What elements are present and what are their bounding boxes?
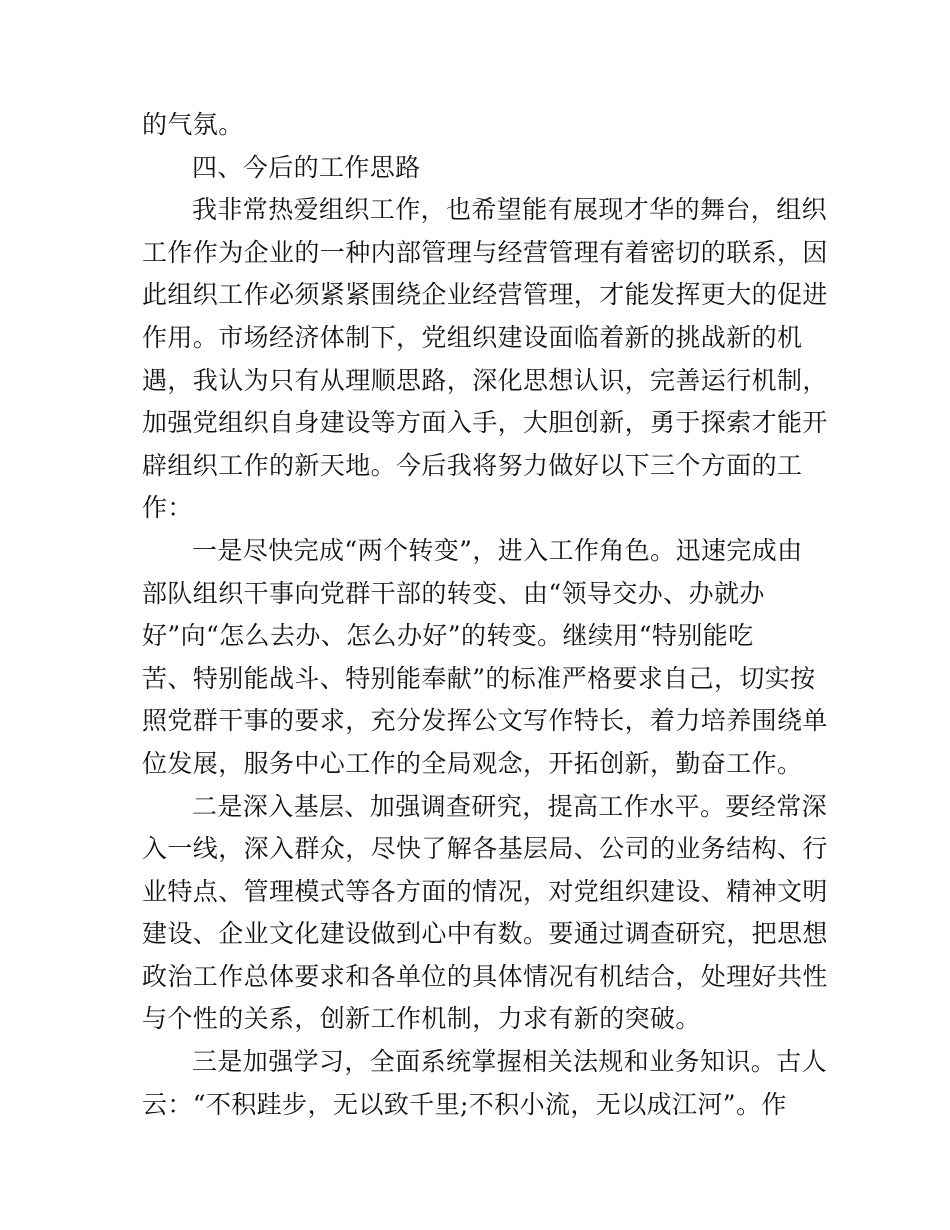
text-line: 与个性的关系，创新工作机制，力求有新的突破。: [142, 1004, 701, 1034]
text-line: 作：: [142, 493, 193, 523]
text-line: 四、今后的工作思路: [192, 152, 421, 182]
text-line: 的气氛。: [142, 110, 244, 139]
text-line: 位发展，服务中心工作的全局观念，开拓创新，勤奋工作。: [142, 748, 803, 778]
body-text: [142, 104, 828, 1126]
text-line: 加强党组织自身建设等方面入手，大胆创新，勇于探索才能开: [142, 408, 828, 438]
text-line: 建设、企业文化建设做到心中有数。要通过调查研究，把思想: [142, 919, 828, 949]
text-line: 照党群干事的要求，充分发挥公文写作特长，着力培养围绕单: [142, 706, 828, 736]
text-line: 入一线，深入群众，尽快了解各基层局、公司的业务结构、行: [142, 834, 828, 864]
text-line: 辟组织工作的新天地。今后我将努力做好以下三个方面的工: [142, 450, 803, 480]
text-line: 遇，我认为只有从理顺思路，深化思想认识，完善运行机制，: [142, 365, 828, 395]
text-line: 我非常热爱组织工作，也希望能有展现才华的舞台，组织: [192, 195, 828, 225]
text-line: 一是尽快完成“两个转变”，进入工作角色。迅速完成由: [192, 535, 803, 565]
text-line: 此组织工作必须紧紧围绕企业经营管理，才能发挥更大的促进: [142, 280, 828, 310]
text-line: 苦、特别能战斗、特别能奉献”的标准严格要求自己，切实按: [142, 663, 816, 693]
text-line: 政治工作总体要求和各单位的具体情况有机结合，处理好共性: [142, 961, 828, 991]
text-line: 业特点、管理模式等各方面的情况，对党组织建设、精神文明: [142, 876, 828, 906]
text-line: 三是加强学习，全面系统掌握相关法规和业务知识。古人: [192, 1047, 828, 1077]
text-line: 好”向“怎么去办、怎么办好”的转变。继续用“特别能吃: [142, 621, 754, 651]
text-line: 部队组织干事向党群干部的转变、由“领导交办、办就办: [142, 578, 765, 608]
text-line: 作用。市场经济体制下，党组织建设面临着新的挑战新的机: [142, 322, 803, 352]
text-line: 工作作为企业的一种内部管理与经营管理有着密切的联系，因: [142, 237, 828, 267]
text-line: 云：“不积跬步，无以致千里;不积小流，无以成江河”。作: [142, 1089, 787, 1119]
text-line: 二是深入基层、加强调查研究，提高工作水平。要经常深: [192, 791, 828, 821]
